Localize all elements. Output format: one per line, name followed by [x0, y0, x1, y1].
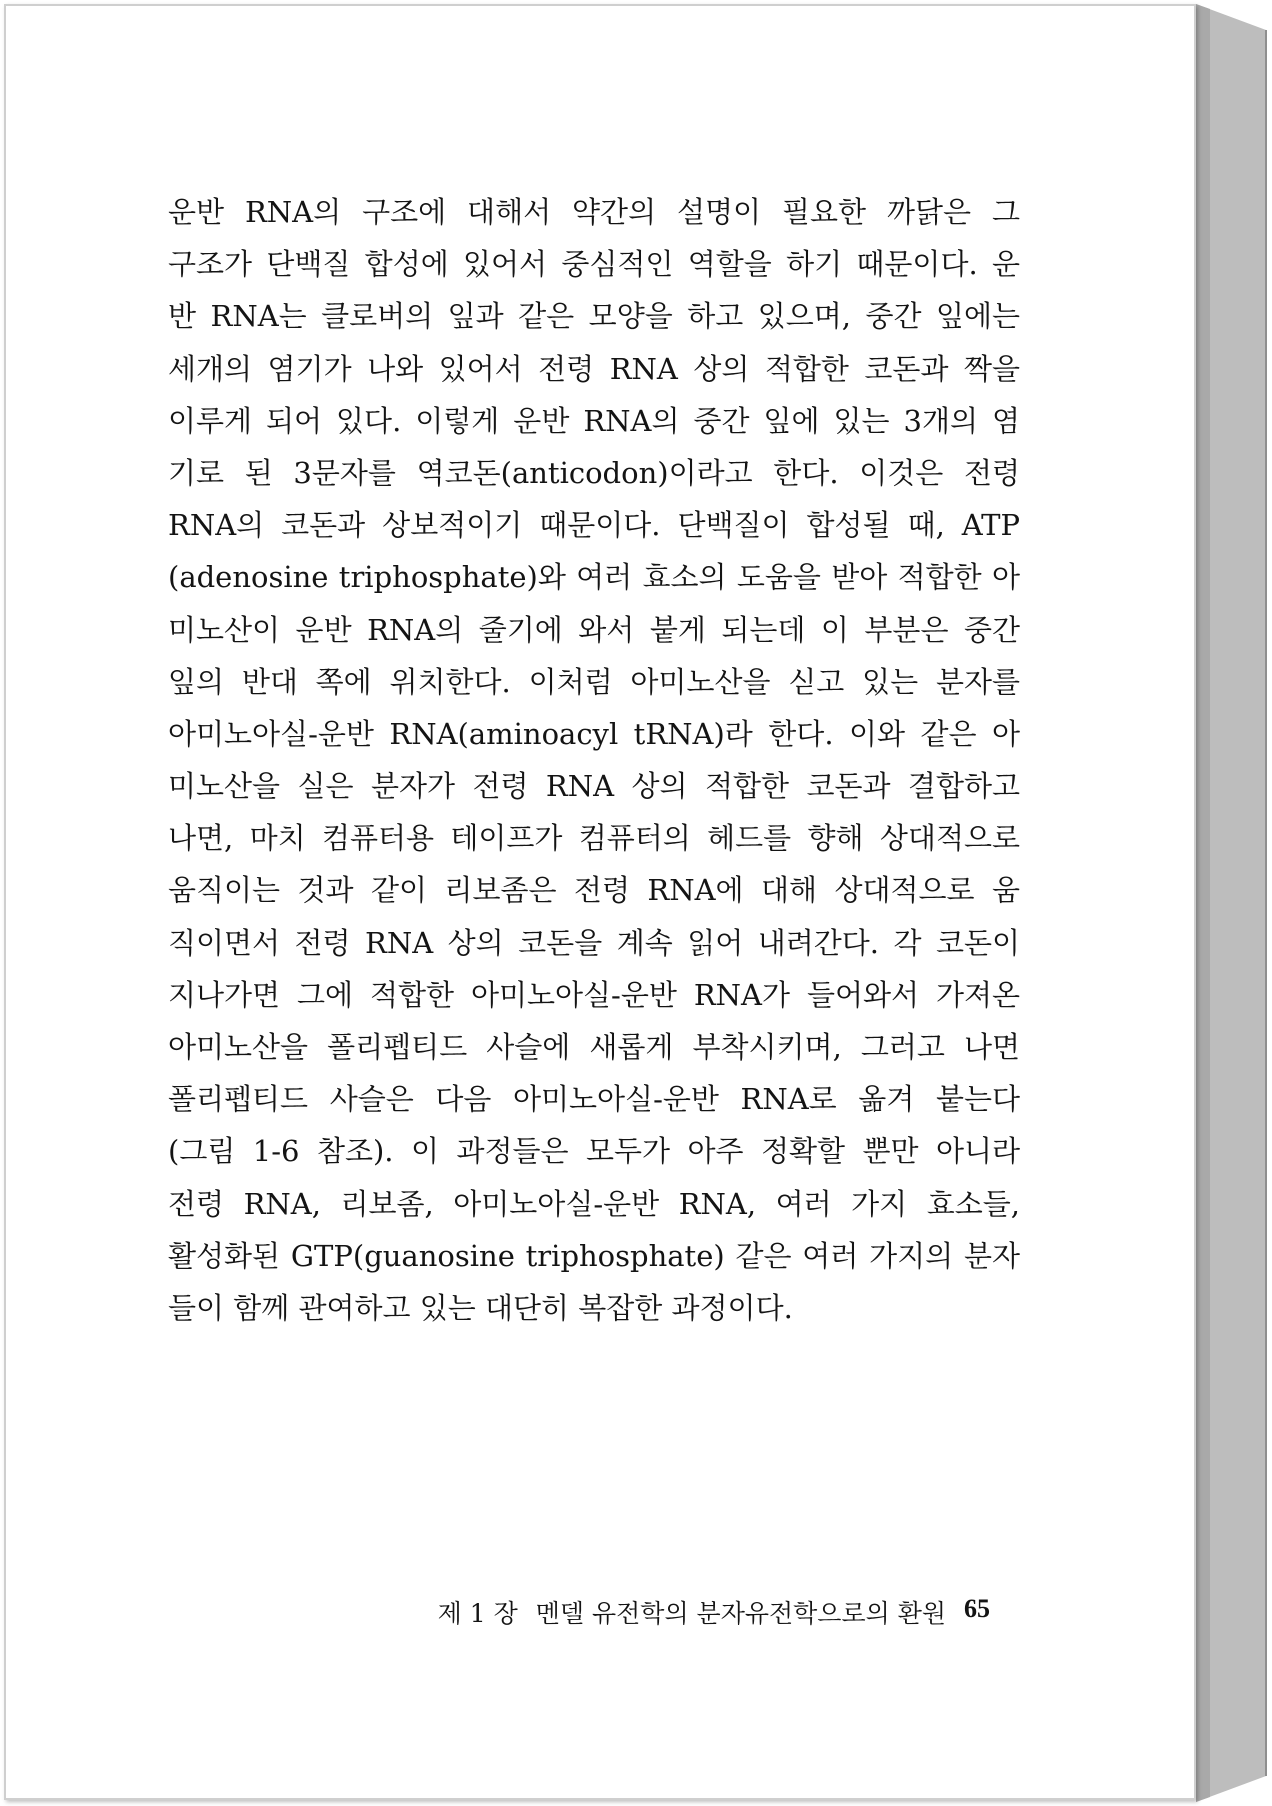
text-line: RNA의 코돈과 상보적이기 때문이다. 단백질이 합성될 때, ATP	[168, 508, 1020, 543]
text-line: 세개의 염기가 나와 있어서 전령 RNA 상의 적합한 코돈과 짝을	[168, 351, 1020, 386]
text-line: 직이면서 전령 RNA 상의 코돈을 계속 읽어 내려간다. 각 코돈이	[168, 925, 1020, 960]
text-line: (adenosine triphosphate)와 여러 효소의 도움을 받아 적합한 아	[168, 560, 1020, 595]
text-line: 구조가 단백질 합성에 있어서 중심적인 역할을 하기 때문이다. 운	[168, 247, 1020, 282]
text-line: 아미노산을 폴리펩티드 사슬에 새롭게 부착시키며, 그러고 나면	[168, 1030, 1020, 1064]
text-line: 기로 된 3문자를 역코돈(anticodon)이라고 한다. 이것은 전령	[168, 455, 1020, 490]
body-paragraph	[168, 186, 1020, 1334]
text-line: 반 RNA는 클로버의 잎과 같은 모양을 하고 있으며, 중간 잎에는	[168, 299, 1020, 334]
text-line: 미노산을 실은 분자가 전령 RNA 상의 적합한 코돈과 결합하고	[168, 769, 1020, 804]
chapter-label: 제 1 장	[437, 1599, 518, 1628]
text-line: 미노산이 운반 RNA의 줄기에 와서 붙게 되는데 이 부분은 중간	[168, 612, 1020, 647]
text-line: 이루게 되어 있다. 이렇게 운반 RNA의 중간 잎에 있는 3개의 염	[168, 403, 1020, 438]
text-line: 나면, 마치 컴퓨터용 테이프가 컴퓨터의 헤드를 향해 상대적으로	[168, 821, 1020, 856]
text-line: 움직이는 것과 같이 리보좀은 전령 RNA에 대해 상대적으로 움	[168, 873, 1020, 908]
page-number: 65	[964, 1594, 990, 1623]
text-line: 아미노아실-운반 RNA(aminoacyl tRNA)라 한다. 이와 같은 아	[168, 716, 1020, 751]
text-line: 지나가면 그에 적합한 아미노아실-운반 RNA가 들어와서 가져온	[168, 977, 1020, 1012]
text-line: 폴리펩티드 사슬은 다음 아미노아실-운반 RNA로 옮겨 붙는다	[168, 1082, 1020, 1117]
chapter-title: 멘델 유전학의 분자유전학으로의 환원	[535, 1599, 946, 1628]
text-line: 운반 RNA의 구조에 대해서 약간의 설명이 필요한 까닭은 그	[168, 195, 1020, 229]
running-footer	[370, 1594, 990, 1630]
text-line: 잎의 반대 쪽에 위치한다. 이처럼 아미노산을 싣고 있는 분자를	[168, 664, 1020, 699]
text-line: 들이 함께 관여하고 있는 대단히 복잡한 과정이다.	[168, 1290, 793, 1325]
text-line: 활성화된 GTP(guanosine triphosphate) 같은 여러 가지의 분자	[168, 1238, 1020, 1273]
text-line: 전령 RNA, 리보좀, 아미노아실-운반 RNA, 여러 가지 효소들,	[168, 1186, 1020, 1221]
text-line: (그림 1-6 참조). 이 과정들은 모두가 아주 정확할 뿐만 아니라	[168, 1134, 1020, 1169]
